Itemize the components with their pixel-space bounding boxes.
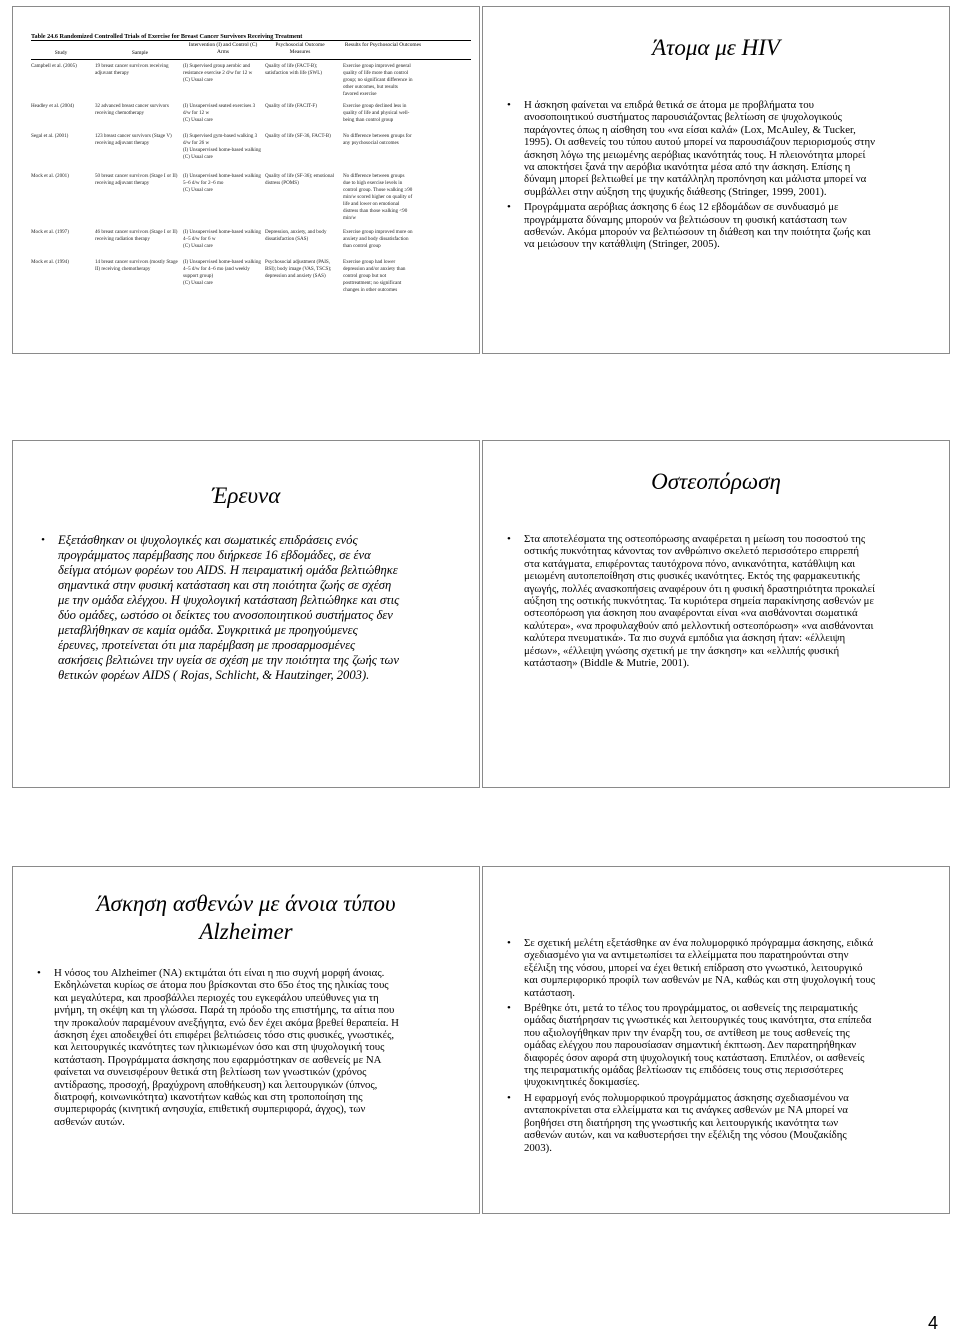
table-cell-arms: (I) Unsupervised home-based walking 5–6 d/w for 2–6 mo (C) Usual care bbox=[183, 173, 261, 193]
table-cell-sample: 19 breast cancer survivors receiving adjuvant therapy bbox=[95, 63, 169, 76]
table-cell-results: Exercise group improved more on anxiety and body dissatisfaction than control group bbox=[343, 229, 413, 249]
table-cell-study: Headley et al. (2004) bbox=[31, 103, 74, 109]
table-cell-study: Mock et al. (1994) bbox=[31, 259, 69, 265]
table-cell-arms: (I) Unsupervised seated exercises 3 d/w for 12 w (C) Usual care bbox=[183, 103, 256, 123]
table-header-measures: Psychosocial Outcome Measures bbox=[275, 42, 325, 55]
table-cell-arms: (I) Unsupervised home-based walking 4–5 d/w for 6 w (C) Usual care bbox=[183, 229, 261, 249]
bullet-list bbox=[507, 533, 877, 672]
slide-title-line-2: Alzheimer bbox=[199, 919, 293, 944]
bullet-item: • Η νόσος του Alzheimer (ΝΑ) εκτιμάται ότι είναι η πιο συχνή μορφή άνοιας. Εκδηλώνεται κυρίως σε άτομα που βρίσκονται στο 65ο έτος της ηλικίας τους και μεγαλύτερα, και προσβάλλει περιοχές του εγκεφάλου υπεύθυνες για τη μνήμη, τη σκέψη και τη γλώσσα. Παρά τη πρόοδο της επιστήμης, τα αίτια που την προκαλούν παραμένουν ανεξήγητα, ενώ δεν έχει ακόμα βρεθεί θεραπεία. Η άσκηση έχει αποδειχθεί ότι επιφέρει βελτιώσεις τόσο στις φυσικές, γνωστικές, και λειτουργικές ικανότητες των ηλικιωμένων όσο και στη ψυχολογική τους κατάσταση. Προγράμματα άσκησης που εφαρμόστηκαν σε ασθενείς με ΝΑ φαίνεται να συνεισφέρουν θετικά στη βελτίωση των γνωστικών (χρόνος αντίδρασης, προσοχή, βραχύχρονη αποθήκευση) και λειτουργικών (ύπνος, διατροφή, κοινωνικότητα) ικανοτήτων καθώς και στη τροποποίηση της συμπεριφοράς (κινητική ανησυχία, επιθετική συμπεριφορά, άγχος), των ασθενών αυτών. bbox=[37, 967, 402, 1128]
bullet-list bbox=[37, 967, 402, 1131]
slide-hiv bbox=[482, 6, 950, 354]
bullet-item: • Εξετάσθηκαν οι ψυχολογικές και σωματικές επιδράσεις ενός προγράμματος παρέμβασης που διήρκεσε 16 εβδομάδες, σε ένα δείγμα ατόμων φορέων του AIDS. Η πειραματική ομάδα βελτιώθηκε σημαντικά στην φυσική κατάσταση και στη ποιότητα ζωής σε σχέση με την ομάδα ελέγχου. Η ψυχολογική κατάσταση βελτιώθηκε και στις δύο ομάδες, ωστόσο οι δείκτες του ανοσοποιητικού συστήματος δεν μεταβλήθηκαν σε καμία ομάδα. Συγκριτικά με προηγούμενες έρευνες, προτείνεται ότι μια παρέμβαση με προσαρμοσμένες ασκήσεις βελτιώνει την υγεία σε σχέση με την ποιότητα της ζωής των θετικών φορέων AIDS ( Rojas, Schlicht, & Hautzinger, 2003). bbox=[41, 533, 401, 683]
bullet-list bbox=[41, 533, 401, 683]
table-cell-sample: 123 breast cancer survivors (Stage V) receiving adjuvant therapy bbox=[95, 133, 172, 146]
table-cell-results: Exercise group improved general quality of life more than control group; no significant difference in other outcomes, but results favored exercise bbox=[343, 63, 413, 97]
table-cell-study: Segal et al. (2001) bbox=[31, 133, 69, 139]
table-cell-arms: (I) Supervised group aerobic and resistance exercise 2 d/w for 12 w (C) Usual care bbox=[183, 63, 253, 83]
slide-title: Οστεοπόρωση bbox=[651, 469, 781, 494]
slide-research bbox=[12, 440, 480, 788]
slide-title: Άτομα με HIV bbox=[652, 35, 780, 60]
bullet-item: • Βρέθηκε ότι, μετά το τέλος του προγράμματος, οι ασθενείς της πειραματικής ομάδας διατήρησαν τις γνωστικές και λειτουργικές τους ικανότητα, στα επίπεδα που αξιολογήθηκαν πριν την έναρξη του, σε αντίθεση με τους ασθενείς της ομάδας ελέγχου που παρουσίασαν σημαντική έκπτωση. Δεν παρατηρήθηκαν διαφορές όσον αφορά στη ψυχολογική τους κατάσταση. Επιπλέον, οι ασθενείς της πειραματικής ομάδας βελτίωσαν τις επιδόσεις τους στις περισσότερες ψυχοκινητικές δοκιμασίες. bbox=[507, 1002, 877, 1089]
slide-alzheimer-study bbox=[482, 866, 950, 1214]
table-header-study: Study bbox=[54, 50, 68, 56]
bullet-list bbox=[507, 937, 877, 1157]
bullet-item: • Προγράμματα αερόβιας άσκησης 6 έως 12 εβδομάδων σε συνδυασμό με προγράμματα δύναμης μπορούν να βελτιώσουν τη φυσική κατάσταση των ασθενών. Ακόμα μπορούν να βελτιώσουν τη διάθεση και την ποιότητα ζωής και να μειώσουν την κατάθλιψη (Stringer, 2005). bbox=[507, 201, 877, 251]
table-cell-measures: Psychosocial adjustment (PAIS, BSI); body image (VAS, TSCS); depression and anxiety (SAS) bbox=[265, 259, 332, 279]
slide-title-line-1: Άσκηση ασθενών με άνοια τύπου bbox=[96, 891, 396, 916]
slide-title: Έρευνα bbox=[211, 483, 281, 508]
table-cell-measures: Depression, anxiety, and body dissatisfaction (SAS) bbox=[265, 229, 327, 242]
table-header-arms: Intervention (I) and Control (C) Arms bbox=[188, 42, 258, 55]
table-cell-sample: 14 breast cancer survivors (mostly Stage II) receiving chemotherapy bbox=[95, 259, 178, 272]
table-cell-results: No difference between groups due to high exercise levels in control group. Those walking ≥90 min/w scored higher on quality of life and lower on emotional distress than those walking <90 min/w bbox=[343, 173, 413, 221]
table-cell-results: Exercise group declined less in quality of life and physical well-being than control group bbox=[343, 103, 410, 123]
table-header-results: Results for Psychosocial Outcomes bbox=[344, 42, 422, 48]
table-cell-arms: (I) Supervised gym-based walking 3 d/w for 26 w (I) Unsupervised home-based walking (C) Usual care bbox=[183, 133, 261, 160]
slide-alzheimer bbox=[12, 866, 480, 1214]
table-header-sample: Sample bbox=[131, 50, 149, 56]
table-cell-results: No difference between groups for any psychosocial outcomes bbox=[343, 133, 412, 146]
table-cell-study: Campbell et al. (2005) bbox=[31, 63, 77, 69]
table-cell-study: Mock et al. (1997) bbox=[31, 229, 69, 235]
bullet-item: • Η άσκηση φαίνεται να επιδρά θετικά σε άτομα με προβλήματα του ανοσοποιητικού συστήματος παρουσιάζοντας βελτίωση σε ψυχολογικούς παράγοντες όπως η αίσθηση του «να είσαι καλά» (Lox, McAuley, & Tucker, 1995). Οι ασθενείς του τύπου αυτού μπορεί να παρουσιάζουν περιορισμούς στην άσκηση λόγω της μειωμένης αερόβιας ικανότητάς τους. Η πλειονότητα μπορεί να αποκτήσει ξανά την αερόβια ικανότητα μέσα από την άσκηση. Επίσης η δύναμη μπορεί βελτιωθεί με την κατάλληλη προπόνηση και μάλιστα μπορεί να συμβάλλει στην αύξηση της ψυχικής διάθεσης (Stringer, 1999, 2001). bbox=[507, 99, 877, 198]
slide-table-exercise-trials bbox=[12, 6, 480, 354]
bullet-list bbox=[507, 99, 877, 254]
table-cell-measures: Quality of life (SF-36); emotional distress (POMS) bbox=[265, 173, 335, 186]
table-cell-sample: 32 advanced breast cancer survivors receiving chemotherapy bbox=[95, 103, 169, 116]
table-cell-study: Mock et al. (2001) bbox=[31, 173, 69, 179]
table-cell-sample: 46 breast cancer survivors (Stage I or II) receiving radiation therapy bbox=[95, 229, 178, 242]
page-number: 4 bbox=[927, 1313, 938, 1333]
table-cell-arms: (I) Unsupervised home-based walking 4–5 d/w for 4–6 mo (and weekly support group) (C) Usual care bbox=[183, 259, 261, 286]
table-cell-measures: Quality of life (FACIT-F) bbox=[265, 103, 317, 109]
bullet-item: • Στα αποτελέσματα της οστεοπόρωσης αναφέρεται η μείωση του ποσοστού της οστικής πυκνότητας κάνοντας τον ανθρώπινο σκελετό περισσότερο επιρρεπή στα κατάγματα, επιφέροντας ταυτόχρονα πόνο, ανικανότητα, κατάθλιψη και μειωμένη αυτοπεποίθηση στις φυσικές ικανότητες. Εκτός της φαρμακευτικής αγωγής, πολλές ανασκοπήσεις αναφέρουν ότι η φυσική δραστηριότητα προκαλεί αύξηση της οστικής πυκνότητας. Τα κυριότερα σημεία παρακίνησης ασθενών με οστεοπόρωση για άσκηση που αναφέρονται είναι «να αισθάνονται σωματικά καλύτερα», «να προφυλαχθούν από μελλοντική οστεοπόρωση» «να αισθάνονται καλύτερα πνευματικά». Τα πιο συχνά εμπόδια για άσκηση ήταν: «έλλειψη μέσων», «έλλειψη γνώσης σχετική με την άσκηση» και «ελλιπής φυσική κατάσταση» (Biddle & Mutrie, 2001). bbox=[507, 533, 877, 669]
table-header-rule bbox=[31, 59, 471, 60]
table-cell-sample: 50 breast cancer survivors (Stage I or II) receiving adjuvant therapy bbox=[95, 173, 178, 186]
bullet-item: • Η εφαρμογή ενός πολυμορφικού προγράμματος άσκησης σχεδιασμένου να ανταποκρίνεται στα ελλείμματα και τις ανάγκες ασθενών με ΝΑ μπορεί να βοηθήσει στη διατήρηση της γνωστικής και λειτουργικής ικανότητα των ασθενών αυτών, και να καθυστερήσει την εξέλιξη της νόσου (Μουζακίδης 2003). bbox=[507, 1092, 877, 1154]
slide-osteoporosis bbox=[482, 440, 950, 788]
table-cell-measures: Quality of life (FACT-B); satisfaction with life (SWL) bbox=[265, 63, 323, 76]
table-cell-results: Exercise group had lower depression and/or anxiety than control group but not posttreatment; no significant changes in other outcomes bbox=[343, 259, 406, 293]
table-cell-measures: Quality of life (SF-36, FACT-B) bbox=[265, 133, 331, 139]
bullet-item: • Σε σχετική μελέτη εξετάσθηκε αν ένα πολυμορφικό πρόγραμμα άσκησης, ειδικά σχεδιασμένο για να αντιμετωπίσει τα ελλείμματα που παρατηρούνται στην εξέλιξη της νόσου, μπορεί να έχει θετική επίδραση στο γνωστικό, λειτουργικό και συμπεριφορικό προφίλ των ασθενών με ΝΑ, καθώς και στη ψυχολογική τους κατάσταση. bbox=[507, 937, 877, 999]
table-caption: Table 24.6 Randomized Controlled Trials of Exercise for Breast Cancer Survivors Receiving Treatment bbox=[31, 33, 303, 40]
table-top-rule bbox=[31, 40, 471, 41]
